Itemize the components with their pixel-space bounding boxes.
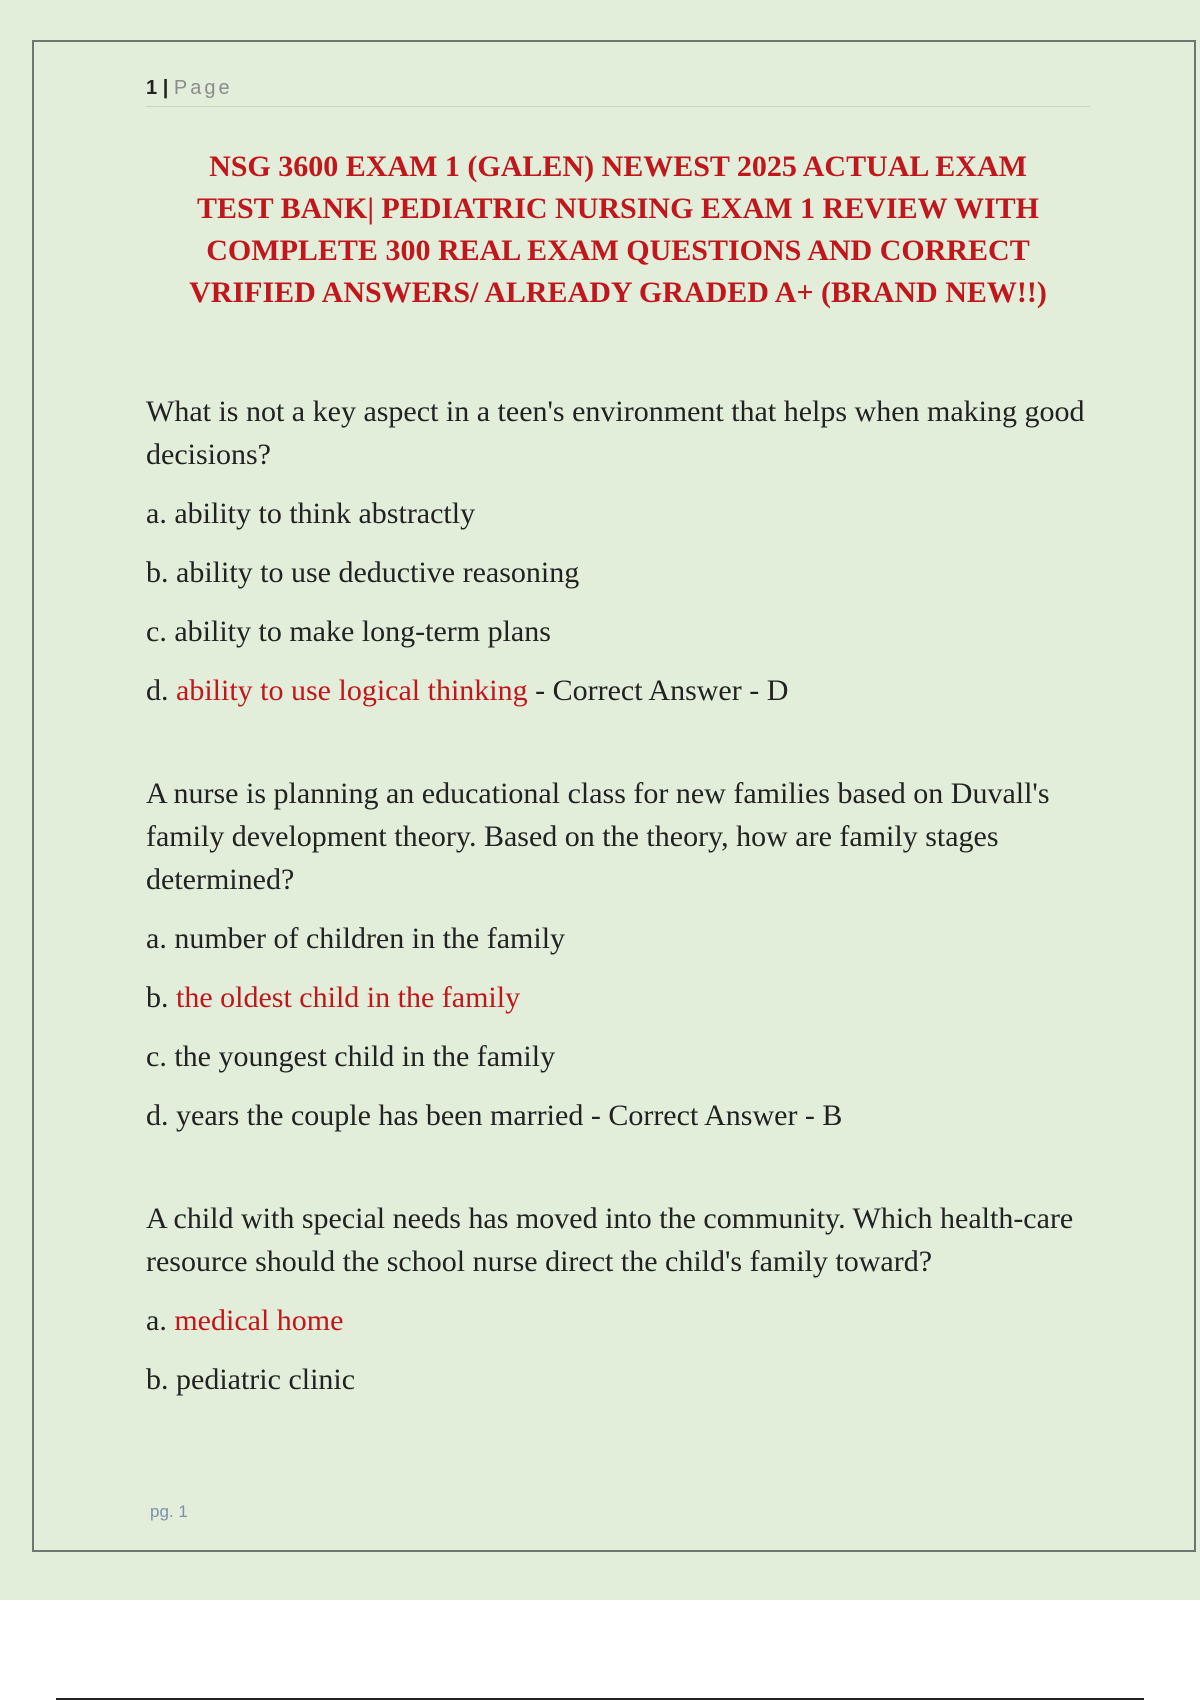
answer-option bbox=[146, 1035, 1096, 1078]
option-text: years the couple has been married bbox=[176, 1099, 584, 1132]
option-prefix: b. bbox=[146, 981, 176, 1014]
answer-option bbox=[146, 669, 1096, 712]
answer-option bbox=[146, 492, 1096, 535]
option-prefix: d. bbox=[146, 1099, 176, 1132]
option-prefix: a. bbox=[146, 922, 175, 955]
title-line: VRIFIED ANSWERS/ ALREADY GRADED A+ (BRAND NEW!!) bbox=[189, 276, 1047, 309]
header-separator: | bbox=[162, 77, 169, 99]
correct-answer-label: - Correct Answer - B bbox=[583, 1099, 843, 1132]
answer-option bbox=[146, 1299, 1096, 1342]
title-line: TEST BANK| PEDIATRIC NURSING EXAM 1 REVIEW WITH bbox=[196, 192, 1040, 225]
answer-option bbox=[146, 1094, 1096, 1137]
option-text-highlighted: ability to use logical thinking bbox=[176, 674, 528, 707]
option-text-highlighted: the oldest child in the family bbox=[176, 981, 521, 1014]
questions-list bbox=[146, 390, 1096, 1401]
question-text: What is not a key aspect in a teen's environment that helps when making good decisions? bbox=[146, 395, 1085, 471]
title-line: NSG 3600 EXAM 1 (GALEN) NEWEST 2025 ACTUAL EXAM bbox=[209, 150, 1027, 183]
answer-option bbox=[146, 1358, 1096, 1401]
answer-option bbox=[146, 610, 1096, 653]
document-title bbox=[140, 146, 1096, 314]
option-prefix: b. bbox=[146, 556, 176, 589]
correct-answer-label: - Correct Answer - D bbox=[527, 674, 789, 707]
question-text: A nurse is planning an educational class for new families based on Duvall's family development theory. Based on the theory, how are family stages determined? bbox=[146, 777, 1050, 896]
answer-option bbox=[146, 976, 1096, 1019]
header-page-number: 1 bbox=[146, 77, 158, 99]
header-page-label: Page bbox=[173, 77, 233, 99]
title-line: COMPLETE 300 REAL EXAM QUESTIONS AND CORRECT bbox=[206, 234, 1030, 267]
answer-option bbox=[146, 917, 1096, 960]
option-text-highlighted: medical home bbox=[174, 1304, 344, 1337]
option-prefix: a. bbox=[146, 1304, 175, 1337]
option-prefix: d. bbox=[146, 674, 176, 707]
answer-option bbox=[146, 551, 1096, 594]
option-prefix: c. bbox=[146, 1040, 175, 1073]
option-text: pediatric clinic bbox=[176, 1363, 356, 1396]
question-text: A child with special needs has moved into the community. Which health-care resource should the school nurse direct the child's family toward? bbox=[146, 1202, 1074, 1278]
option-text: ability to think abstractly bbox=[174, 497, 476, 530]
option-text: ability to use deductive reasoning bbox=[176, 556, 580, 589]
option-text: ability to make long-term plans bbox=[174, 615, 551, 648]
footer-page-label: pg. 1 bbox=[150, 1502, 188, 1521]
question-block bbox=[146, 390, 1096, 712]
option-prefix: c. bbox=[146, 615, 175, 648]
option-text: the youngest child in the family bbox=[174, 1040, 556, 1073]
option-prefix: a. bbox=[146, 497, 175, 530]
page-header bbox=[146, 74, 1090, 107]
question-block bbox=[146, 1197, 1096, 1401]
question-block bbox=[146, 772, 1096, 1137]
option-text: number of children in the family bbox=[174, 922, 566, 955]
option-prefix: b. bbox=[146, 1363, 176, 1396]
